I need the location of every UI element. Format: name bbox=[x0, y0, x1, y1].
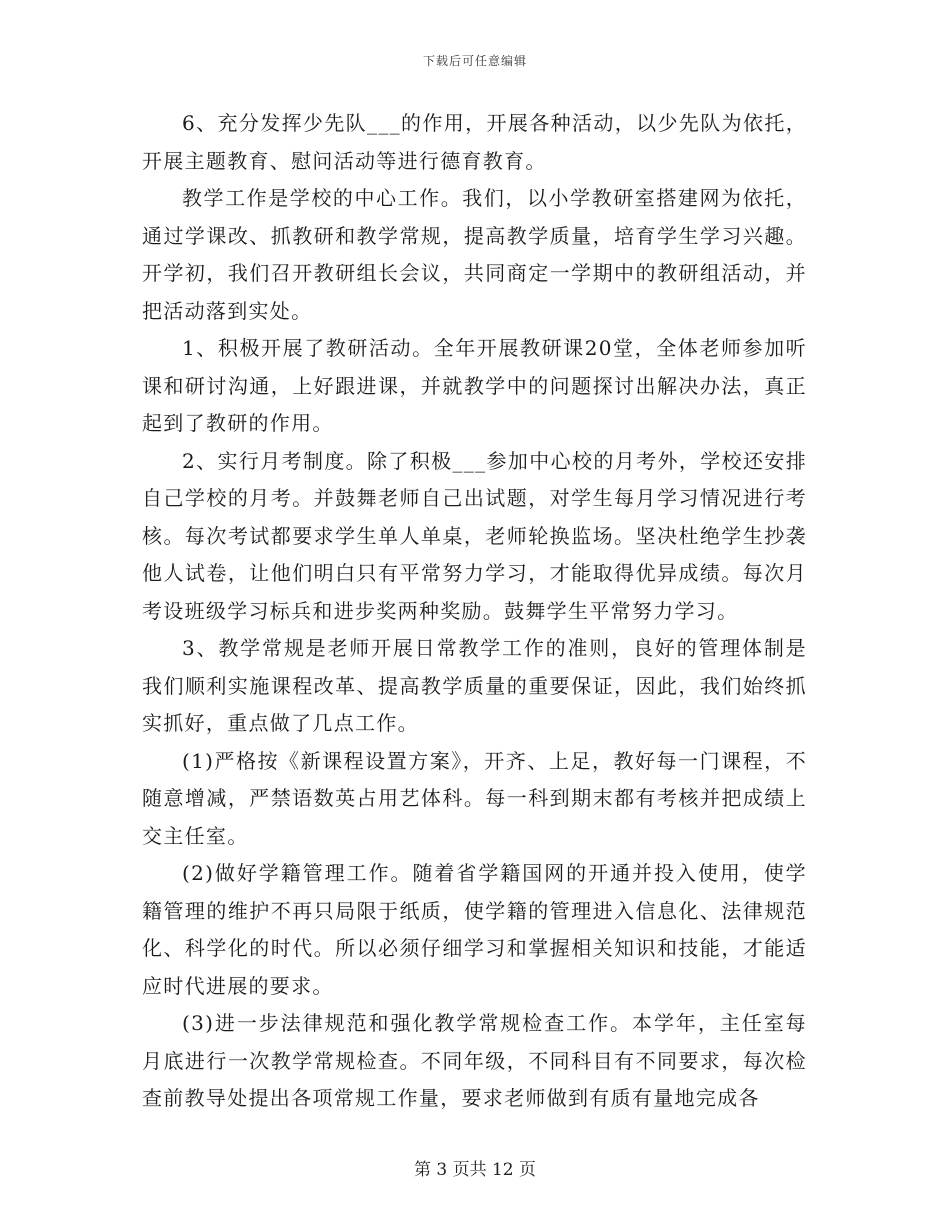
page-header: 下载后可任意编辑 bbox=[422, 54, 527, 68]
paragraph-6: (1)严格按《新课程设置方案》，开齐、上足，教好每一门课程，不随意增减，严禁语数英占用艺体科。每一科到期末都有考核并把成绩上交主任室。 bbox=[142, 748, 807, 848]
page-footer: 第 3 页共 12 页 bbox=[413, 1160, 537, 1180]
paragraph-7: (2)做好学籍管理工作。随着省学籍国网的开通并投入使用，使学籍管理的维护不再只局限于纸质，使学籍的管理进入信息化、法律规范化、科学化的时代。所以必须仔细学习和掌握相关知识和技能，才能适应时代进展的要求。 bbox=[142, 861, 807, 998]
paragraph-5: 3、教学常规是老师开展日常教学工作的准则，良好的管理体制是我们顺利实施课程改革、提高教学质量的重要保证，因此，我们始终抓实抓好，重点做了几点工作。 bbox=[142, 636, 807, 735]
paragraph-1: 6、充分发挥少先队___的作用，开展各种活动，以少先队为依托，开展主题教育、慰问活动等进行德育教育。 bbox=[142, 111, 807, 173]
paragraph-2: 教学工作是学校的中心工作。我们，以小学教研室搭建网为依托，通过学课改、抓教研和教学常规，提高教学质量，培育学生学习兴趣。开学初，我们召开教研组长会议，共同商定一学期中的教研组活动，并把活动落到实处。 bbox=[142, 186, 807, 323]
paragraph-4: 2、实行月考制度。除了积极___参加中心校的月考外，学校还安排自己学校的月考。并鼓舞老师自己出试题，对学生每月学习情况进行考核。每次考试都要求学生单人单桌，老师轮换监场。坚决杜绝学生抄袭他人试卷，让他们明白只有平常努力学习，才能取得优异成绩。每次月考设班级学习标兵和进步奖两种奖励。鼓舞学生平常努力学习。 bbox=[142, 448, 807, 623]
paragraph-3: 1、积极开展了教研活动。全年开展教研课20堂，全体老师参加听课和研讨沟通，上好跟进课，并就教学中的问题探讨出解决办法，真正起到了教研的作用。 bbox=[142, 336, 807, 435]
paragraph-8: (3)进一步法律规范和强化教学常规检查工作。本学年，主任室每月底进行一次教学常规检查。不同年级，不同科目有不同要求，每次检查前教导处提出各项常规工作量，要求老师做到有质有量地完成各 bbox=[142, 1011, 807, 1110]
body-text bbox=[142, 105, 807, 1118]
